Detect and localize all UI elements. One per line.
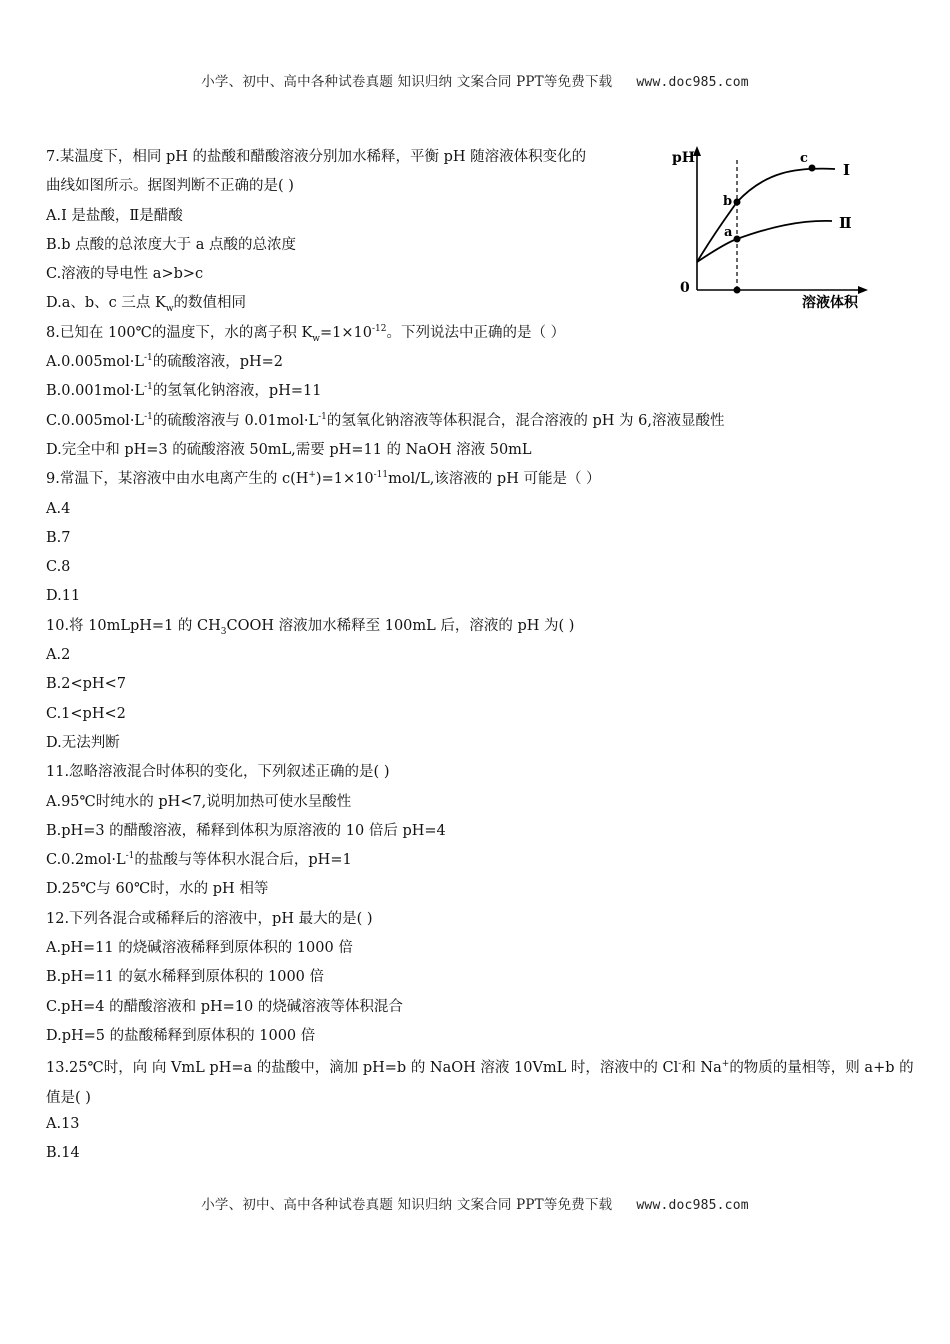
q9-option-a: A.4: [46, 500, 71, 517]
q11-stem: 11.忽略溶液混合时体积的变化，下列叙述正确的是( ): [46, 764, 390, 781]
q7-option-c: C.溶液的导电性 a>b>c: [46, 266, 204, 283]
q12-option-c: C.pH=4 的醋酸溶液和 pH=10 的烧碱溶液等体积混合: [46, 998, 403, 1015]
q11-option-c: $C.0.2mol\cdot L^{-1}$的盐酸与等体积水混合后，pH=1: [46, 851, 352, 869]
header-text: 小学、初中、高中各种试卷真题 知识归纳 文案合同 PPT等免费下载: [201, 74, 613, 90]
q10-option-b: B.2<pH<7: [46, 676, 126, 693]
q9-option-c: C.8: [46, 559, 71, 576]
question-12: [46, 908, 916, 1054]
x-axis-label: 溶液体积: [802, 295, 858, 311]
q12-option-d: D.pH=5 的盐酸稀释到原体积的 1000 倍: [46, 1027, 316, 1044]
question-list: [46, 146, 916, 1171]
question-8: [46, 322, 916, 468]
q8-option-d: D.完全中和 pH=3 的硫酸溶液 50mL,需要 pH=11 的 NaOH 溶液 50mL: [46, 441, 532, 458]
point-b-label: b: [723, 194, 733, 209]
q13-option-a: A.13: [46, 1115, 80, 1132]
q9-option-b: B.7: [46, 529, 71, 546]
y-axis-label: pH: [672, 150, 696, 166]
header-site[interactable]: www.doc985.com: [636, 75, 749, 90]
question-9: [46, 468, 916, 614]
question-11: [46, 761, 916, 907]
q7-option-d: D.a、b、c 三点 $K_w$的数值相同: [46, 295, 247, 315]
footer-text: 小学、初中、高中各种试卷真题 知识归纳 文案合同 PPT等免费下载: [201, 1197, 613, 1213]
q7-stem-line-2: 曲线如图所示。据图判断不正确的是( ): [46, 178, 294, 195]
q7-stem-line-1: 7.某温度下，相同 pH 的盐酸和醋酸溶液分别加水稀释，平衡 pH 随溶液体积变化的: [46, 149, 587, 165]
question-10: [46, 615, 916, 761]
q11-option-b: B.pH=3 的醋酸溶液，稀释到体积为原溶液的 10 倍后 pH=4: [46, 822, 446, 839]
page-header: [0, 70, 950, 90]
q8-option-c: $C.0.005mol\cdot L^{-1}$的硫酸溶液与 $0.01mol\cdot L^{-1}$的氢氧化钠溶液等体积混合，混合溶液的 pH 为 6,溶液显酸性: [46, 411, 725, 429]
q10-option-a: A.2: [46, 647, 71, 664]
q10-option-d: D.无法判断: [46, 734, 120, 751]
q12-option-b: B.pH=11 的氨水稀释到原体积的 1000 倍: [46, 969, 325, 986]
footer-site[interactable]: www.doc985.com: [636, 1198, 749, 1213]
q11-option-d: D.25℃与 60℃时，水的 pH 相等: [46, 881, 269, 898]
origin-label: 0: [680, 280, 690, 296]
q9-option-d: D.11: [46, 588, 81, 605]
point-c-label: c: [800, 151, 808, 166]
q10-stem: 10.将 10mLpH=1 的 $CH_3COOH$ 溶液加水稀释至 100mL 后，溶液的 pH 为( ): [46, 617, 575, 637]
question-7: [46, 146, 916, 322]
q12-option-a: A.pH=11 的烧碱溶液稀释到原体积的 1000 倍: [46, 940, 353, 957]
q12-stem: 12.下列各混合或稀释后的溶液中，pH 最大的是( ): [46, 910, 373, 927]
question-13: [46, 1054, 916, 1171]
q8-option-a: $A.0.005mol\cdot L^{-1}$的硫酸溶液，pH=2: [46, 353, 284, 371]
q7-option-b: B.b 点酸的总浓度大于 a 点酸的总浓度: [46, 236, 297, 253]
q9-stem: 9.常温下，某溶液中由水电离产生的 $c(H^+)=1\times 10^{-11}mol/L$,该溶液的 pH 可能是（ ）: [46, 470, 601, 488]
curve-ii-label: Ⅱ: [839, 214, 852, 232]
q10-option-c: C.1<pH<2: [46, 705, 126, 722]
q7-option-a: A.I 是盐酸，Ⅱ是醋酸: [46, 207, 183, 224]
curve-i-label: I: [843, 161, 851, 179]
page-footer: [0, 1193, 950, 1213]
q13-stem: 13.25℃时，向 向 VmL pH=a 的盐酸中，滴加 pH=b 的 NaOH 溶液 10VmL 时，溶液中的 Cl-和 Na+的物质的量相等，则 a+b 的值是( ): [46, 1059, 914, 1106]
q8-option-b: $B.0.001mol\cdot L^{-1}$的氢氧化钠溶液，pH=11: [46, 382, 322, 400]
q8-stem: 8.已知在 100℃的温度下，水的离子积 $K_w=1\times 10^{-12}$。下列说法中正确的是（ ）: [46, 323, 566, 344]
q11-option-a: A.95℃时纯水的 pH<7,说明加热可使水呈酸性: [46, 793, 352, 810]
point-a-label: a: [724, 225, 733, 240]
q13-option-b: B.14: [46, 1145, 80, 1162]
